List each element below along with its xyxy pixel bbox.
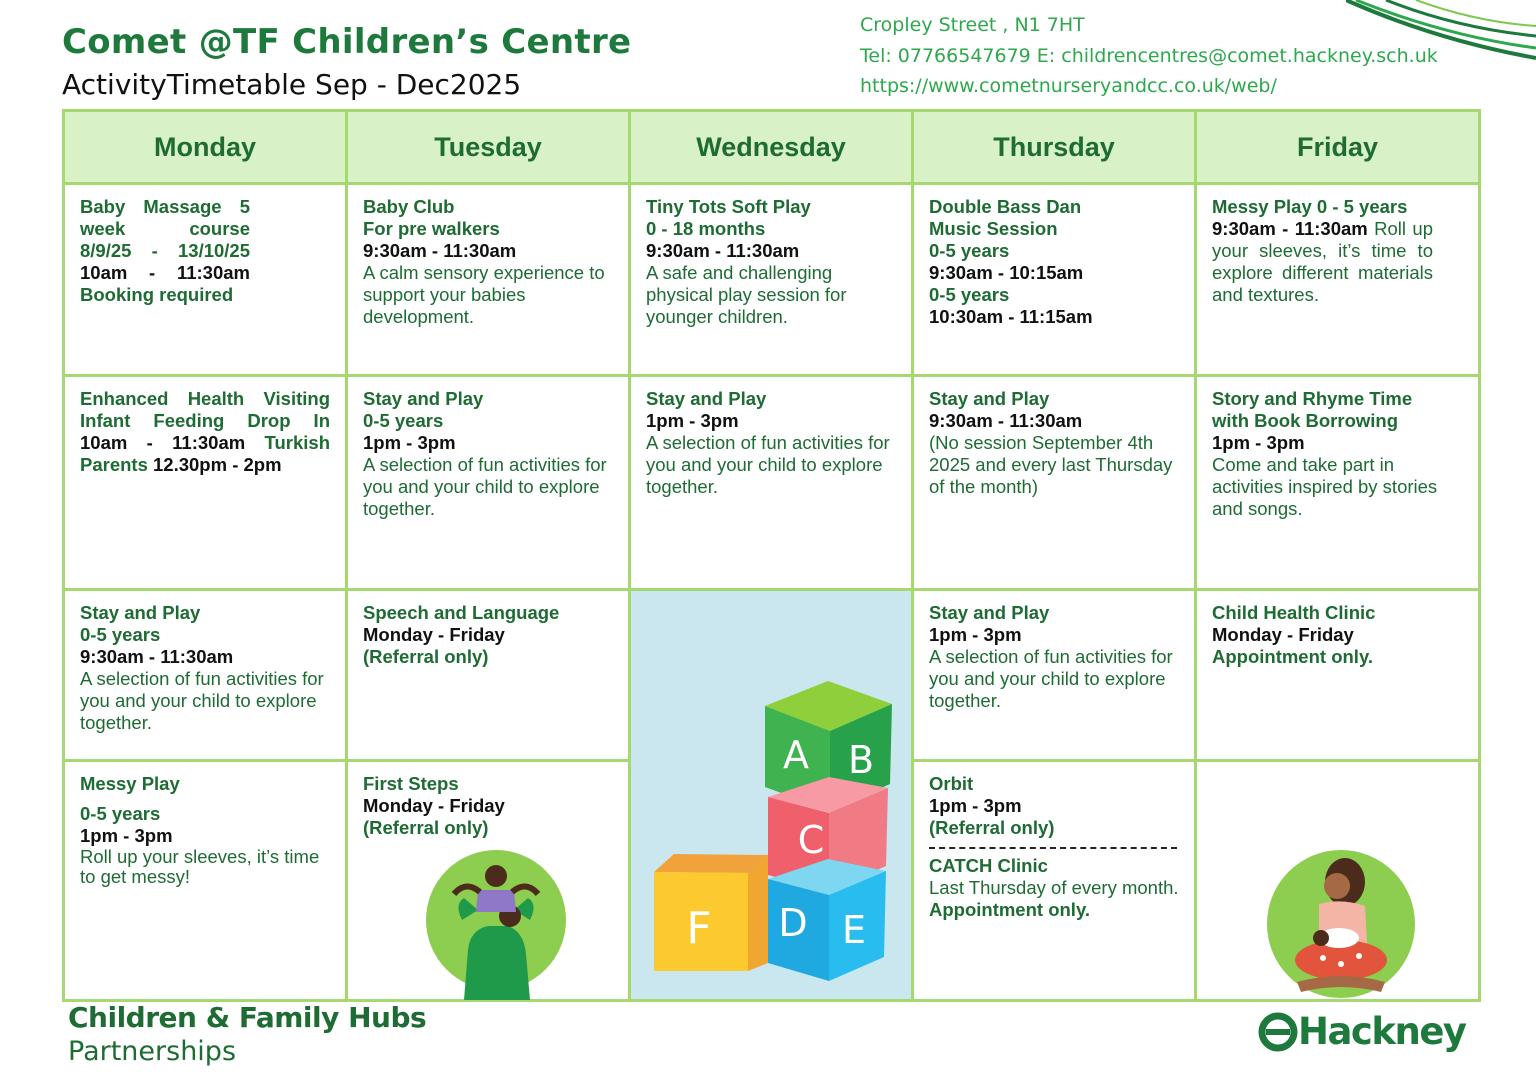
- activity-time: 10:30am - 11:15am: [929, 306, 1093, 327]
- activity-title: Double Bass Dan: [929, 196, 1082, 217]
- activity-days: Monday - Friday: [1212, 624, 1354, 645]
- parent-child-illustration: [426, 850, 568, 1000]
- activity-title: Messy Play: [80, 773, 180, 794]
- activity-age: 0-5 years: [929, 284, 1010, 305]
- activity-cell-thu-stay-play-pm: [913, 590, 1196, 761]
- activity-cell-mon-health-visiting: [64, 376, 347, 590]
- activity-time: 9:30am - 11:30am: [363, 240, 517, 261]
- hackney-h-icon: [1258, 1012, 1298, 1052]
- activity-title: Stay and Play: [80, 602, 201, 623]
- activity-description: A calm sensory experience to support your babies development.: [363, 262, 605, 327]
- day-header-monday: Monday: [64, 111, 347, 184]
- block-letter-f: F: [686, 903, 712, 954]
- timetable-row: [64, 376, 1480, 590]
- activity-title: week course: [80, 218, 250, 239]
- block-letter-e: E: [841, 908, 867, 952]
- activity-subtitle: Music Session: [929, 218, 1058, 239]
- activity-description: Roll up your sleeves, it’s time to get messy!: [80, 846, 320, 887]
- activity-description: A safe and challenging physical play session for younger children.: [646, 262, 847, 327]
- activity-note: (Referral only): [929, 817, 1055, 838]
- page-title: Comet @TF Children’s Centre: [62, 22, 632, 62]
- timetable-row: [64, 184, 1480, 376]
- abc-blocks-illustration: [631, 591, 912, 999]
- activity-title: Infant Feeding Drop In: [80, 410, 330, 431]
- activity-dates: 8/9/25 - 13/10/25: [80, 240, 250, 261]
- activity-title: Orbit: [929, 773, 974, 794]
- activity-cell-thu-double-bass: [913, 184, 1196, 376]
- activity-title: Stay and Play: [929, 602, 1050, 623]
- activity-note: Booking required: [80, 284, 234, 305]
- hackney-logo: [1258, 1010, 1466, 1053]
- activity-time: 1pm - 3pm: [80, 825, 173, 846]
- block-letter-d: D: [778, 901, 808, 945]
- children-family-hubs-logo: [68, 1001, 426, 1067]
- activity-subtitle: with Book Borrowing: [1212, 410, 1399, 431]
- telephone-email: Tel: 07766547679 E: childrencentres@comet.hackney.sch.uk: [860, 44, 1438, 67]
- activity-subtitle: Parents: [80, 454, 148, 475]
- block-letter-a: A: [783, 733, 809, 777]
- day-header-thursday: Thursday: [913, 111, 1196, 184]
- activity-description: (No session September 4th 2025 and every last Thursday of the month): [929, 432, 1173, 497]
- activity-cell-fri-messy-play: [1196, 184, 1480, 376]
- timetable-row: [64, 590, 1480, 761]
- activity-time: 1pm - 3pm: [929, 795, 1022, 816]
- activity-cell-mon-stay-play: [64, 590, 347, 761]
- activity-title: Enhanced Health Visiting: [80, 388, 330, 409]
- activity-cell-fri-story-rhyme: [1196, 376, 1480, 590]
- activity-cell-mon-baby-massage: [64, 184, 347, 376]
- activity-cell-fri-child-health: [1196, 590, 1480, 761]
- activity-cell-wed-stay-play: [630, 376, 913, 590]
- activity-age: 0 - 18 months: [646, 218, 766, 239]
- activity-note: (Referral only): [363, 817, 489, 838]
- footer-logo-line2: Partnerships: [68, 1036, 237, 1067]
- activity-subtitle: Turkish: [264, 432, 330, 453]
- day-header-row: [64, 111, 1480, 184]
- activity-title: Story and Rhyme Time: [1212, 388, 1413, 409]
- hackney-wordmark: Hackney: [1298, 1010, 1466, 1053]
- activity-time: 10am - 11:30am: [80, 432, 246, 453]
- breastfeeding-mother-illustration: [1261, 848, 1421, 998]
- activity-description: Roll up your sleeves, it’s time to explore different materials and textures.: [1212, 218, 1433, 305]
- activity-description: A selection of fun activities for you and your child to explore together.: [363, 454, 607, 519]
- activity-time: 1pm - 3pm: [646, 410, 739, 431]
- activity-age: 0-5 years: [363, 410, 444, 431]
- page-subtitle: ActivityTimetable Sep - Dec2025: [62, 68, 522, 101]
- activity-description: Last Thursday of every month.: [929, 877, 1179, 898]
- activity-cell-tue-speech-language: [347, 590, 630, 761]
- activity-subtitle: For pre walkers: [363, 218, 500, 239]
- activity-title: Stay and Play: [646, 388, 767, 409]
- day-header-friday: Friday: [1196, 111, 1480, 184]
- activity-time: 12.30pm - 2pm: [153, 454, 282, 475]
- activity-description: A selection of fun activities for you and your child to explore together.: [80, 668, 324, 733]
- activity-title: Baby Club: [363, 196, 455, 217]
- day-header-wednesday: Wednesday: [630, 111, 913, 184]
- address: Cropley Street , N1 7HT: [860, 14, 1085, 36]
- activity-time: 9:30am - 11:30am: [1212, 218, 1368, 239]
- activity-time: 9:30am - 11:30am: [929, 410, 1083, 431]
- block-letter-b: B: [847, 738, 875, 782]
- activity-cell-tue-stay-play: [347, 376, 630, 590]
- activity-title: Baby Massage 5: [80, 196, 250, 217]
- activity-age: 0-5 years: [80, 624, 161, 645]
- activity-time: 1pm - 3pm: [1212, 432, 1305, 453]
- activity-title: Stay and Play: [363, 388, 484, 409]
- activity-description: A selection of fun activities for you and your child to explore together.: [929, 646, 1173, 711]
- activity-cell-tue-first-steps: [347, 761, 630, 1001]
- activity-note: Appointment only.: [1212, 646, 1373, 667]
- activity-timetable: [62, 109, 1481, 1002]
- activity-time: 9:30am - 11:30am: [646, 240, 800, 261]
- day-header-tuesday: Tuesday: [347, 111, 630, 184]
- activity-title: Stay and Play: [929, 388, 1050, 409]
- activity-title: Messy Play 0 - 5 years: [1212, 196, 1408, 217]
- activity-title: Speech and Language: [363, 602, 560, 623]
- activity-time: 1pm - 3pm: [929, 624, 1022, 645]
- activity-description: A selection of fun activities for you and your child to explore together.: [646, 432, 890, 497]
- activity-cell-wed-tiny-tots: [630, 184, 913, 376]
- abc-blocks-illustration-cell: [630, 590, 913, 1001]
- contact-info: [860, 10, 1438, 102]
- website-link[interactable]: https://www.cometnurseryandcc.co.uk/web/: [860, 75, 1277, 97]
- activity-note: Appointment only.: [929, 899, 1090, 920]
- activity-title: Tiny Tots Soft Play: [646, 196, 811, 217]
- dashed-divider: [929, 847, 1177, 849]
- activity-time: 9:30am - 11:30am: [80, 646, 234, 667]
- activity-age: 0-5 years: [929, 240, 1010, 261]
- activity-note: (Referral only): [363, 646, 489, 667]
- activity-time: 1pm - 3pm: [363, 432, 456, 453]
- activity-cell-thu-stay-play: [913, 376, 1196, 590]
- activity-cell-thu-orbit-catch: [913, 761, 1196, 1001]
- activity-time: 9:30am - 10:15am: [929, 262, 1084, 283]
- block-letter-c: C: [797, 818, 825, 862]
- activity-time: 10am - 11:30am: [80, 262, 250, 283]
- activity-description: Come and take part in activities inspired by stories and songs.: [1212, 454, 1438, 519]
- activity-days: Monday - Friday: [363, 624, 505, 645]
- footer-logo-line1: Children & Family Hubs: [68, 1001, 427, 1034]
- activity-cell-tue-baby-club: [347, 184, 630, 376]
- activity-title: Child Health Clinic: [1212, 602, 1376, 623]
- activity-cell-fri-illustration: [1196, 761, 1480, 1001]
- activity-title: First Steps: [363, 773, 459, 794]
- activity-cell-mon-messy-play: [64, 761, 347, 1001]
- activity-days: Monday - Friday: [363, 795, 505, 816]
- activity-title: CATCH Clinic: [929, 855, 1048, 876]
- activity-age: 0-5 years: [80, 803, 161, 824]
